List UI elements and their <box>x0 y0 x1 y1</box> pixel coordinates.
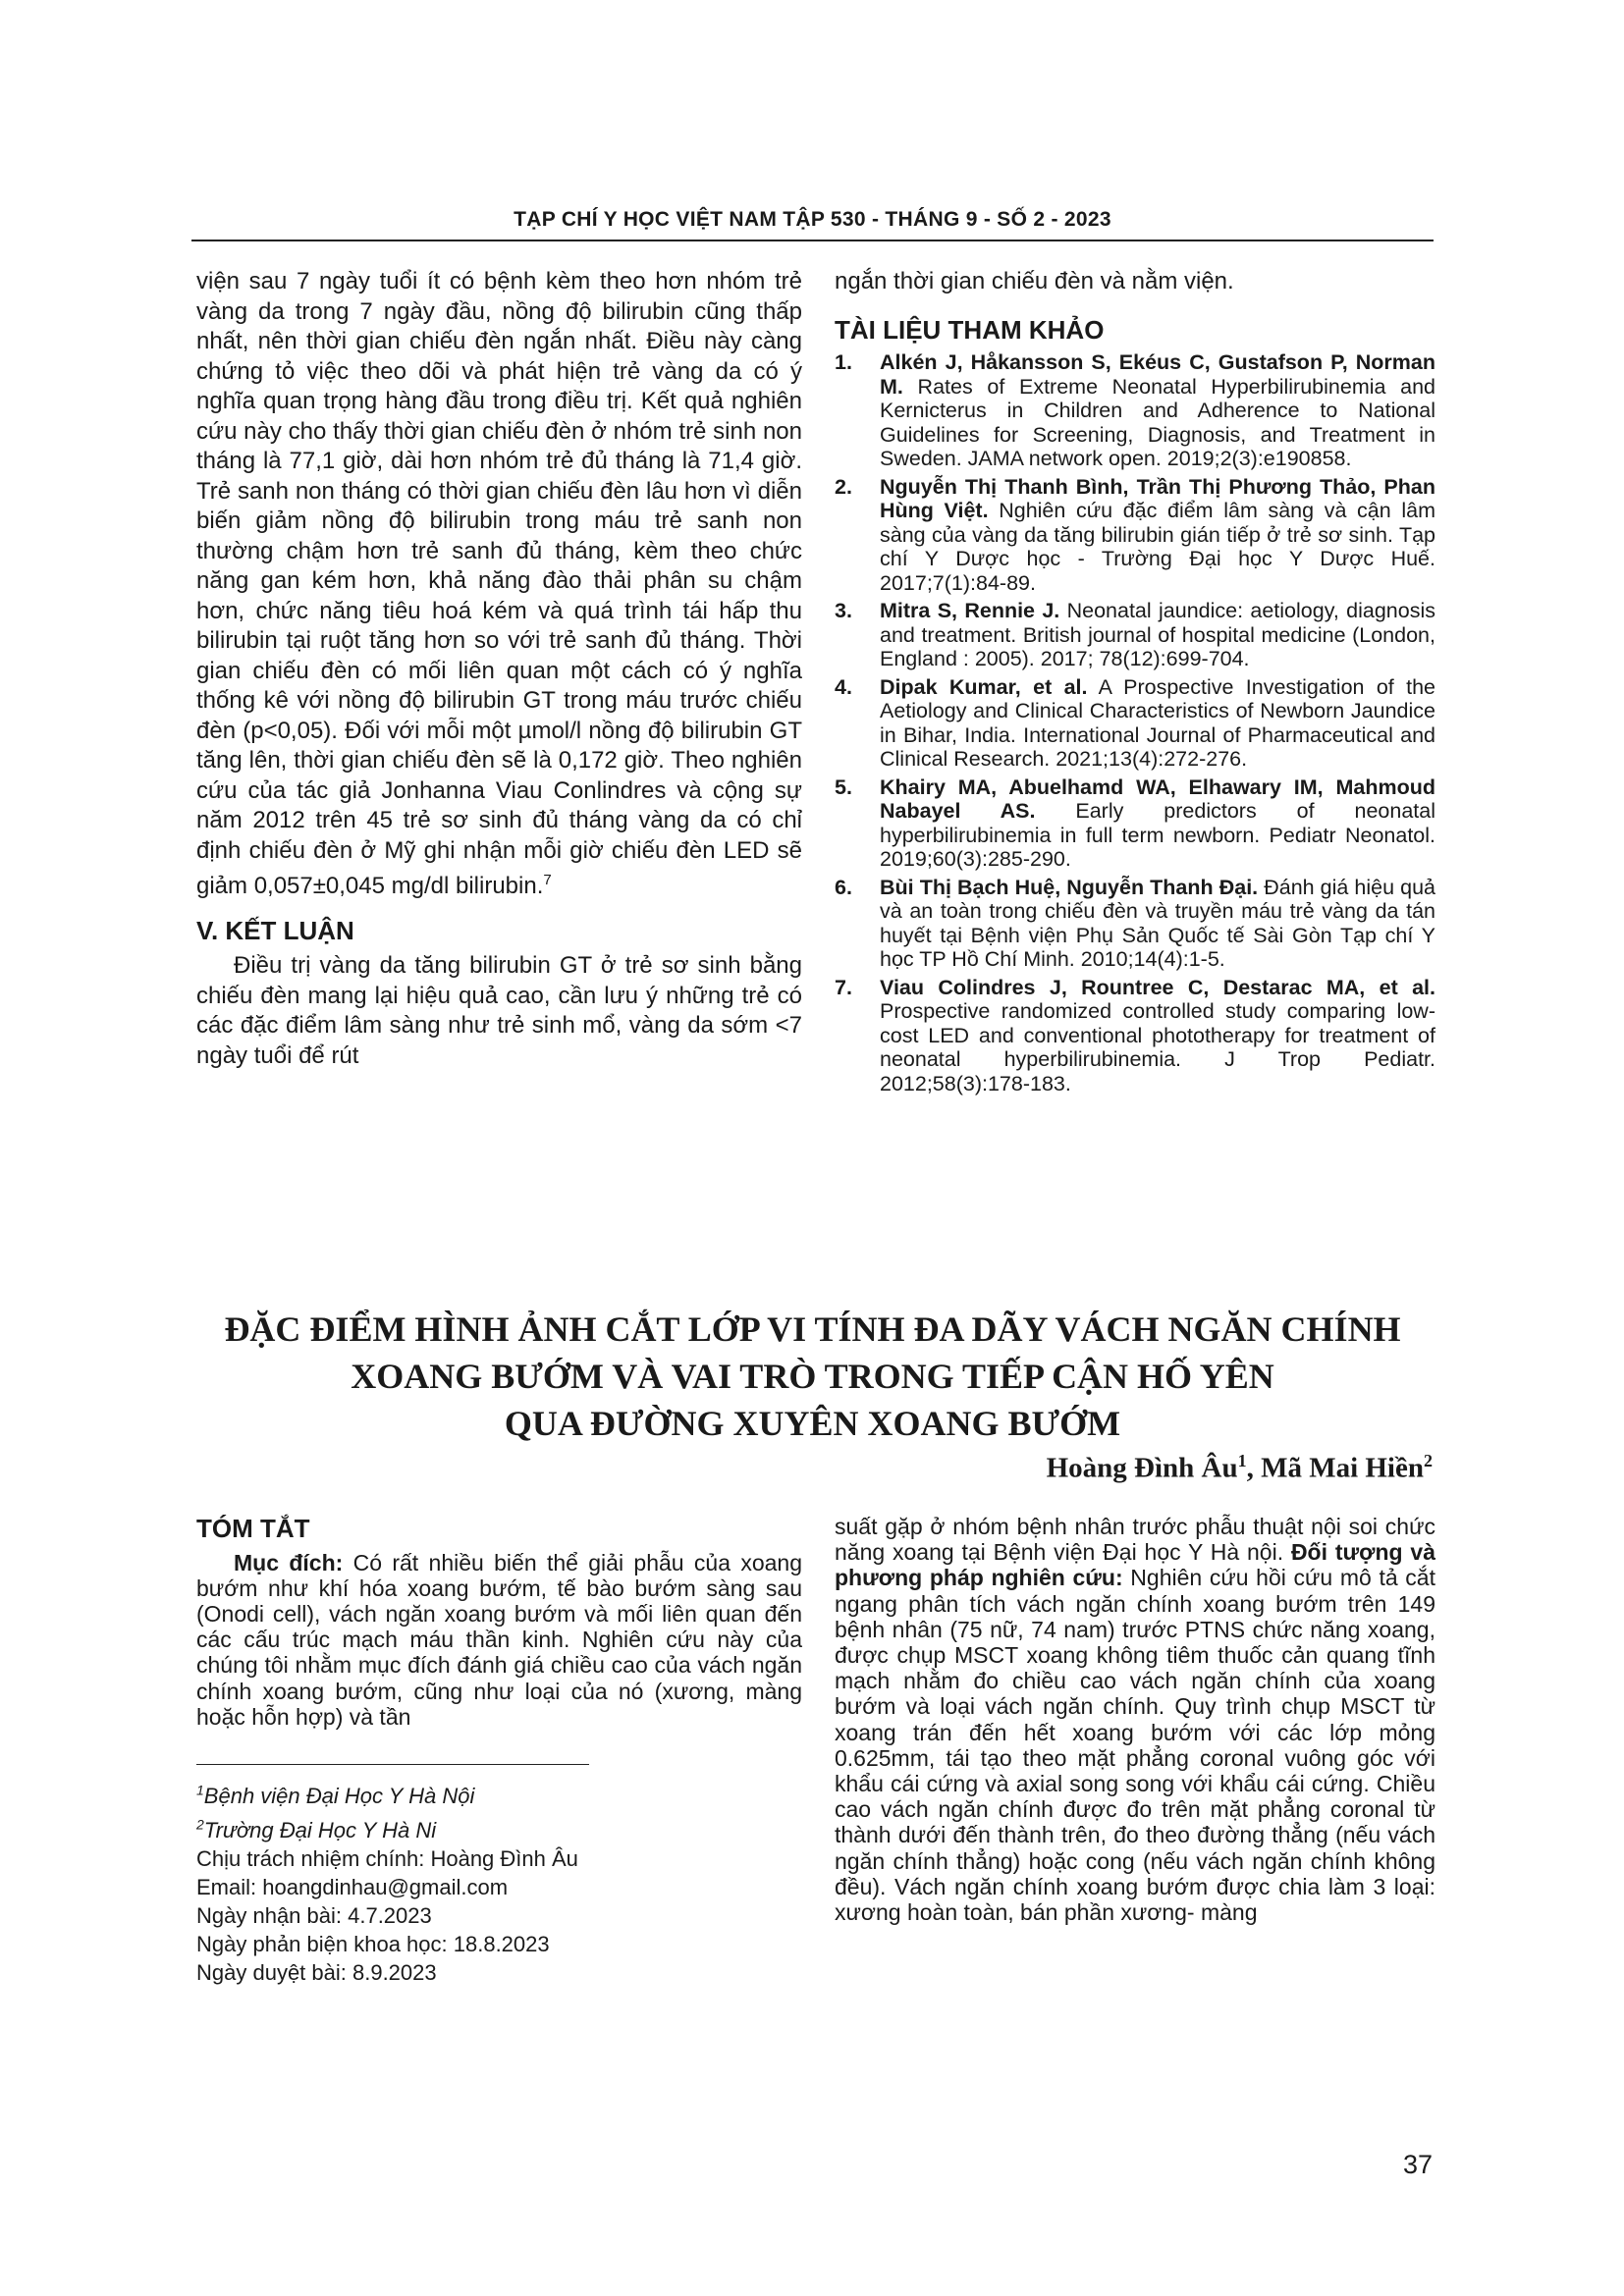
reference-item: 5. Khairy MA, Abuelhamd WA, Elhawary IM, Mahmoud Nabayel AS. Early predictors of neonatal hyperbilirubinemia in full term newborn. Pediatr Neonatol. 2019;60(3):285-290. <box>835 774 1436 871</box>
abstract-left <box>196 1514 802 1730</box>
reference-item: 3. Mitra S, Rennie J. Neonatal jaundice: aetiology, diagnosis and treatment. British journal of hospital medicine (London, England : 2005). 2017; 78(12):699-704. <box>835 599 1435 670</box>
author-name: Hoàng Đình Âu <box>1046 1452 1238 1484</box>
left-column <box>196 267 802 1071</box>
abstract-methods: suất gặp ở nhóm bệnh nhân trước phẫu thuật nội soi chức năng xoang tại Bệnh viện Đại học Y Hà nội. Đối tượng và phương pháp nghiên cứu: Nghiên cứu hồi cứu mô tả cắt ngang phân tích vách ngăn chính xoang bướm trên 149 bệnh nhân (75 nữ, 74 nam) trước PTNS chức năng xoang, được chụp MSCT xoang không tiêm thuốc cản quang tĩnh mạch nhằm đo chiều cao vách ngăn chính của xoang bướm và loại vách ngăn chính. Quy trình chụp MSCT từ xoang trán đến hết xoang bướm với các lớp mỏng 0.625mm, tái tạo theo mặt phẳng coronal vuông góc với khẩu cái cứng và axial song song với khẩu cái cứng. Chiều cao vách ngăn chính được đo trên mặt phẳng coronal từ thành dưới đến thành trên, đo theo đường thẳng (nếu vách ngăn chính thẳng) hoặc cong (nếu vách ngăn chính không đều). Vách ngăn chính xoang bướm được chia làm 3 loại: xương hoàn toàn, bán phần xương- màng <box>835 1514 1435 1926</box>
title-line: XOANG BƯỚM VÀ VAI TRÒ TRONG TIẾP CẬN HỐ YÊN <box>351 1357 1274 1396</box>
date-accepted: Ngày duyệt bài: 8.9.2023 <box>196 1959 437 1985</box>
abstract-right <box>835 1514 1435 1925</box>
footnotes <box>196 1777 578 1987</box>
conclusion-heading: V. KẾT LUẬN <box>196 915 354 945</box>
title-line: QUA ĐƯỜNG XUYÊN XOANG BƯỚM <box>504 1404 1121 1443</box>
right-column <box>835 267 1435 1099</box>
abstract-heading: TÓM TẮT <box>196 1514 310 1543</box>
discussion-text: viện sau 7 ngày tuổi ít có bệnh kèm theo hơn nhóm trẻ vàng da trong 7 ngày đầu, nồng độ bilirubin cũng thấp nhất, nên thời gian chiếu đèn ngắn nhất. Điều này càng chứng tỏ việc theo dõi và phát hiện trẻ vàng da có ý nghĩa quan trọng hàng đầu trong điều trị. Kết quả nghiên cứu này cho thấy thời gian chiếu đèn ở nhóm trẻ sinh non tháng là 77,1 giờ, dài hơn nhóm trẻ đủ tháng là 71,4 giờ. Trẻ sanh non tháng có thời gian chiếu đèn lâu hơn vì diễn biến giảm nồng độ bilirubin trong máu trẻ sanh non thường chậm hơn trẻ sanh đủ tháng, kèm theo chức năng gan kém hơn, khả năng đào thải phân su chậm hơn, chức năng tiêu hoá kém và quá trình tái hấp thu bilirubin tại ruột tăng hơn so với trẻ sanh đủ tháng. Thời gian chiếu đèn có mối liên quan một cách có ý nghĩa thống kê với nồng độ bilirubin GT trong máu trước chiếu đèn (p<0,05). Đối với mỗi một µmol/l nồng độ bilirubin GT tăng lên, thời gian chiếu đèn sẽ là 0,172 giờ. Theo nghiên cứu của tác giả Jonhanna Viau Conlindres và cộng sự năm 2012 trên 45 trẻ sơ sinh đủ tháng vàng da có chỉ định chiếu đèn ở Mỹ ghi nhận mỗi giờ chiếu đèn LED sẽ giảm 0,057±0,045 mg/dl bilirubin. <box>196 268 802 899</box>
page-number: 37 <box>1402 2150 1433 2179</box>
continuation-text: ngắn thời gian chiếu đèn và nằm viện. <box>835 268 1234 294</box>
responsible-author: Chịu trách nhiệm chính: Hoàng Đình Âu <box>196 1845 578 1871</box>
date-received: Ngày nhận bài: 4.7.2023 <box>196 1902 432 1928</box>
reference-item: 7. Viau Colindres J, Rountree C, Destarac MA, et al. Prospective randomized controlled study comparing low-cost LED and conventional phototherapy for treatment of neonatal hyperbilirubinemia. J Trop Pediatr. 2012;58(3):178-183. <box>835 975 1435 1095</box>
article-title <box>191 1306 1434 1447</box>
date-reviewed: Ngày phản biện khoa học: 18.8.2023 <box>196 1931 550 1956</box>
citation-sup: 7 <box>543 872 552 888</box>
reference-list <box>835 350 1435 1095</box>
title-line: ĐẶC ĐIỂM HÌNH ẢNH CẮT LỚP VI TÍNH ĐA DÃY VÁCH NGĂN CHÍNH <box>224 1309 1401 1349</box>
email: Email: hoangdinhau@gmail.com <box>196 1874 509 1899</box>
reference-item: 2. Nguyễn Thị Thanh Bình, Trần Thị Phương Thảo, Phan Hùng Việt. Nghiên cứu đặc điểm lâm sàng và cận lâm sàng của vàng da tăng bilirubin gián tiếp ở trẻ sơ sinh. Tạp chí Y Dược học - Trường Đại học Y Dược Huế. 2017;7(1):84-89. <box>835 474 1435 595</box>
header-rule <box>191 240 1434 241</box>
abstract-objective: Mục đích: Có rất nhiều biến thể giải phẫu của xoang bướm như khí hóa xoang bướm, tế bào bướm sàng sau (Onodi cell), vách ngăn xoang bướm và mối liên quan đến các cấu trúc mạch máu thần kinh. Nghiên cứu này của chúng tôi nhằm mục đích đánh giá chiều cao của vách ngăn chính xoang bướm, cũng như loại của nó (xương, màng hoặc hỗn hợp) và tần <box>196 1549 802 1730</box>
affiliation: $^1$Bệnh viện Đại Học Y Hà Nội <box>196 1783 475 1809</box>
author-name: Mã Mai Hiền <box>1261 1452 1424 1484</box>
reference-item: 4. Dipak Kumar, et al. A Prospective Investigation of the Aetiology and Clinical Characteristics of Newborn Jaundice in Bihar, India. International Journal of Pharmaceutical and Clinical Research. 2021;13(4):272-276. <box>835 674 1435 771</box>
affiliation: $^2$Trường Đại Học Y Hà Ni <box>196 1816 437 1842</box>
reference-item: 6. Bùi Thị Bạch Huệ, Nguyễn Thanh Đại. Đánh giá hiệu quả và an toàn trong chiếu đèn và truyền máu trẻ vàng da tán huyết tại Bệnh viện Phụ Sản Quốc tế Sài Gòn Tạp chí Y học TP Hồ Chí Minh. 2010;14(4):1-5. <box>835 875 1435 971</box>
references-heading: TÀI LIỆU THAM KHẢO <box>835 314 1105 345</box>
footnote-rule <box>196 1764 589 1765</box>
conclusion-paragraph: Điều trị vàng da tăng bilirubin GT ở trẻ sơ sinh bằng chiếu đèn mang lại hiệu quả cao, cần lưu ý những trẻ có các đặc điểm lâm sàng như trẻ sinh mổ, vàng da sớm <7 ngày tuổi để rút <box>196 952 802 1069</box>
reference-item: 1. Alkén J, Håkansson S, Ekéus C, Gustafson P, Norman M. Rates of Extreme Neonatal Hyperbilirubinemia and Kernicterus in Children and Adherence to National Guidelines for Screening, Diagnosis, and Treatment in Sweden. JAMA network open. 2019;2(3):e190858. <box>835 350 1435 470</box>
author-line: Hoàng Đình $Âu^1$, Mã Mai Hiền$^2$ <box>1046 1451 1433 1484</box>
discussion-paragraph <box>196 267 802 902</box>
running-head: TẠP CHÍ Y HỌC VIỆT NAM TẬP 530 - THÁNG 9 - SỐ 2 - 2023 <box>514 208 1111 231</box>
